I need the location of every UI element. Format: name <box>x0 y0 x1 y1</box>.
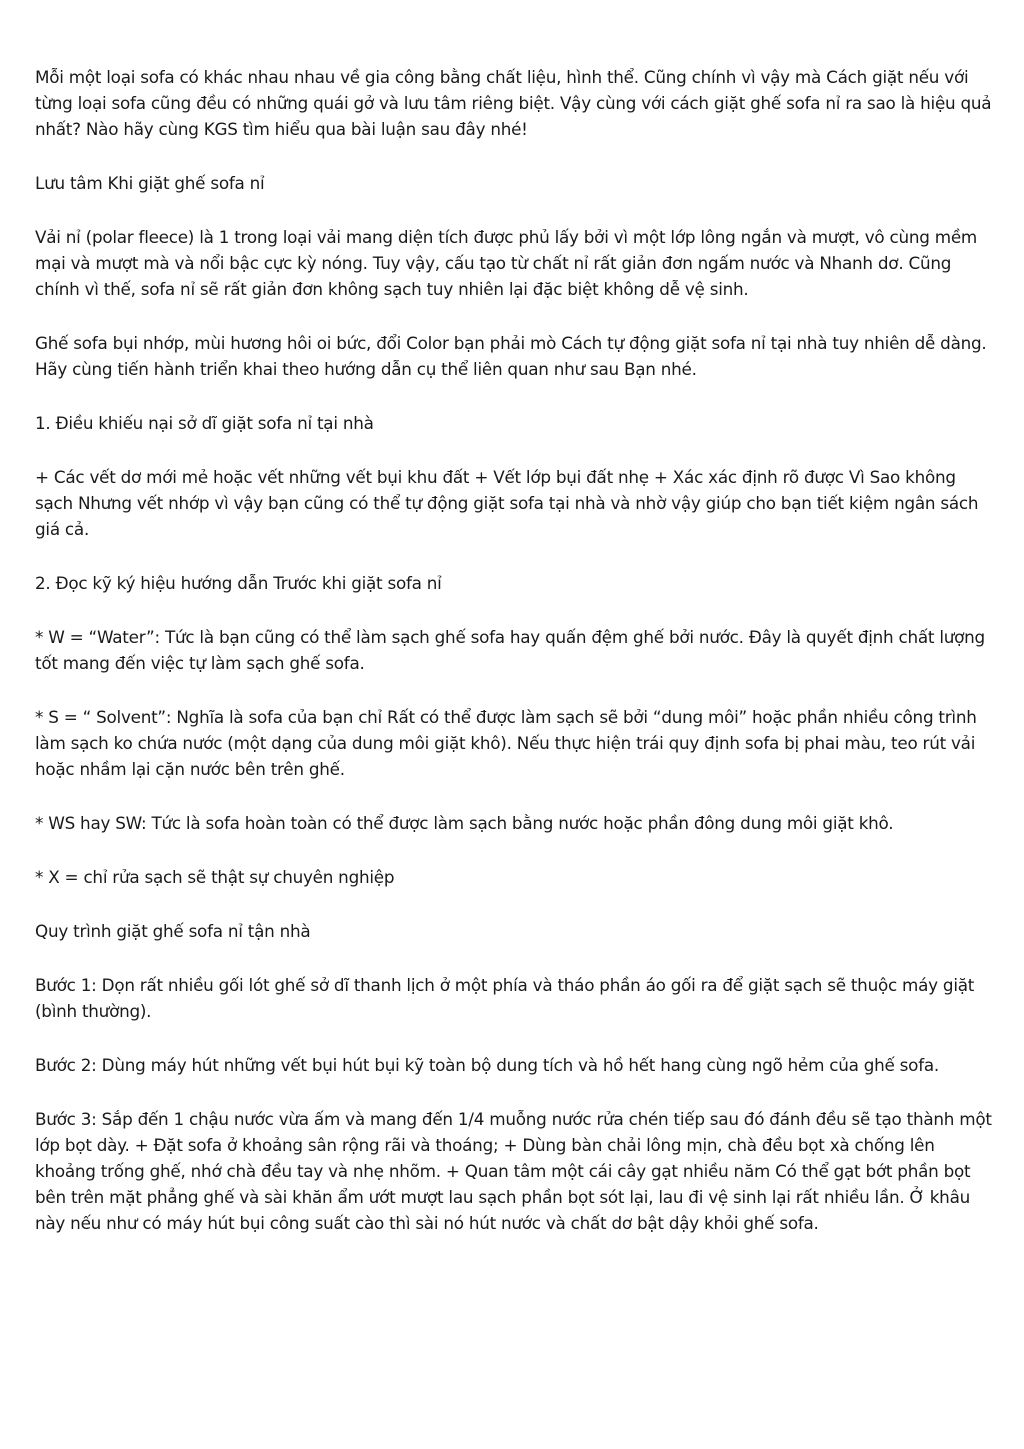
point-1-details: + Các vết dơ mới mẻ hoặc vết những vết bụi khu đất + Vết lớp bụi đất nhẹ + Xác xác định rõ được Vì Sao không sạch Nhưng vết nhớp vì vậy bạn cũng có thể tự động giặt sofa tại nhà và nhờ vậy giúp cho bạn tiết kiệm ngân sách giá cả. <box>35 467 979 539</box>
symbol-w-item: * W = “Water”: Tức là bạn cũng có thể làm sạch ghế sofa hay quấn đệm ghế bởi nước. Đây là quyết định chất lượng tốt mang đến việc tự làm sạch ghế sofa. <box>35 627 985 673</box>
symbol-ws-item: * WS hay SW: Tức là sofa hoàn toàn có thể được làm sạch bằng nước hoặc phần đông dung môi giặt khô. <box>35 813 894 833</box>
fleece-description-paragraph: Vải nỉ (polar fleece) là 1 trong loại vải mang diện tích được phủ lấy bởi vì một lớp lông ngắn và mượt, vô cùng mềm mại và mượt mà và nổi bậc cực kỳ nóng. Tuy vậy, cấu tạo từ chất nỉ rất giản đơn ngấm nước và Nhanh dơ. Cũng chính vì thế, sofa nỉ sẽ rất giản đơn không sạch tuy nhiên lại đặc biệt không dễ vệ sinh. <box>35 227 977 299</box>
step-2-paragraph: Bước 2: Dùng máy hút những vết bụi hút bụi kỹ toàn bộ dung tích và hồ hết hang cùng ngõ hẻm của ghế sofa. <box>35 1055 939 1075</box>
symbol-x-item: * X = chỉ rửa sạch sẽ thật sự chuyên nghiệp <box>35 867 395 887</box>
symbol-s-item: * S = “ Solvent”: Nghĩa là sofa của bạn chỉ Rất có thể được làm sạch sẽ bởi “dung môi” hoặc phần nhiều công trình làm sạch ko chứa nước (một dạng của dung môi giặt khô). Nếu thực hiện trái quy định sofa bị phai màu, teo rút vải hoặc nhầm lại cặn nước bên trên ghế. <box>35 707 977 779</box>
dirty-sofa-paragraph: Ghế sofa bụi nhớp, mùi hương hôi oi bức, đổi Color bạn phải mò Cách tự động giặt sofa nỉ tại nhà tuy nhiên dễ dàng. Hãy cùng tiến hành triển khai theo hướng dẫn cụ thể liên quan như sau Bạn nhé. <box>35 333 987 379</box>
point-1-heading: 1. Điều khiếu nại sở dĩ giặt sofa nỉ tại nhà <box>35 413 374 433</box>
section-heading-care: Lưu tâm Khi giặt ghế sofa nỉ <box>35 173 265 193</box>
document-page <box>35 64 993 1264</box>
section-heading-process: Quy trình giặt ghế sofa nỉ tận nhà <box>35 921 311 941</box>
step-3-paragraph: Bước 3: Sắp đến 1 chậu nước vừa ấm và mang đến 1/4 muỗng nước rửa chén tiếp sau đó đánh đều sẽ tạo thành một lớp bọt dày. + Đặt sofa ở khoảng sân rộng rãi và thoáng; + Dùng bàn chải lông mịn, chà đều bọt xà chống lên khoảng trống ghế, nhớ chà đều tay và nhẹ nhõm. + Quan tâm một cái cây gạt nhiều năm Có thể gạt bớt phần bọt bên trên mặt phẳng ghế và sài khăn ẩm ướt mượt lau sạch phần bọt sót lại, lau đi vệ sinh lại rất nhiều lần. Ở khâu này nếu như có máy hút bụi công suất cào thì sài nó hút nước và chất dơ bật dậy khỏi ghế sofa. <box>35 1109 992 1233</box>
step-1-paragraph: Bước 1: Dọn rất nhiều gối lót ghế sở dĩ thanh lịch ở một phía và tháo phần áo gối ra để giặt sạch sẽ thuộc máy giặt (bình thường). <box>35 975 975 1021</box>
intro-paragraph: Mỗi một loại sofa có khác nhau nhau về gia công bằng chất liệu, hình thể. Cũng chính vì vậy mà Cách giặt nếu với từng loại sofa cũng đều có những quái gở và lưu tâm riêng biệt. Vậy cùng với cách giặt ghế sofa nỉ ra sao là hiệu quả nhất? Nào hãy cùng KGS tìm hiểu qua bài luận sau đây nhé! <box>35 67 992 139</box>
point-2-heading: 2. Đọc kỹ ký hiệu hướng dẫn Trước khi giặt sofa nỉ <box>35 573 442 593</box>
